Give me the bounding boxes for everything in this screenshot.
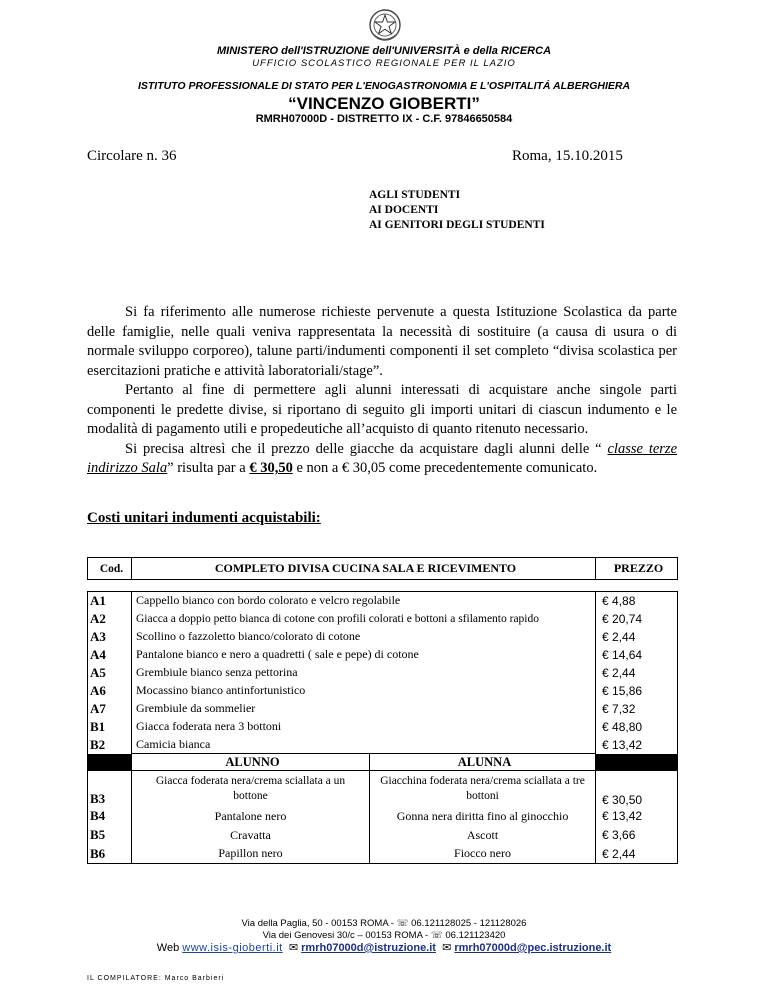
republic-emblem-icon	[368, 8, 402, 44]
paragraph-2: Pertanto al fine di permettere agli alunni interessati di acquistare anche singole parti componenti le predette divise, si riportano di seguito gli importi unitari di ciascun indumento e le modalità di pagamento utili e propedeutiche all’acquisto di quanto ritenuto necessario.	[87, 382, 677, 437]
recipients	[369, 188, 545, 233]
table-row: A4 Pantalone bianco e nero a quadretti ( sale e pepe) di cotone € 14,64	[88, 646, 678, 664]
table-row: B4 Pantalone nero Gonna nera diritta fino al ginocchio € 13,42	[88, 807, 678, 826]
school-name: “VINCENZO GIOBERTI”	[288, 94, 480, 113]
header-description: COMPLETO DIVISA CUCINA SALA E RICEVIMENTO	[132, 558, 596, 580]
footer-address-1: Via della Paglia, 50 - 00153 ROMA - ☏ 06.121128025 - 121128026	[241, 918, 527, 929]
email-link[interactable]: rmrh07000d@istruzione.it	[301, 942, 436, 954]
table-row: B1 Giacca foderata nera 3 bottoni € 48,80	[88, 718, 678, 736]
cost-table	[87, 557, 678, 864]
highlighted-price: € 30,50	[249, 460, 293, 476]
table-row: B3 Giacca foderata nera/crema sciallata a un bottone Giacchina foderata nera/crema sciallata a tre bottoni € 30,50	[88, 771, 678, 807]
table-row: A2 Giacca a doppio petto bianca di cotone con profili colorati e bottoni a sfilamento rapido € 20,74	[88, 610, 678, 628]
table-row: B6 Papillon nero Fiocco nero € 2,44	[88, 845, 678, 864]
header-code: Cod.	[88, 558, 132, 580]
ministry-line: MINISTERO dell'ISTRUZIONE dell'UNIVERSITÀ e della RICERCA	[216, 45, 552, 57]
letter-body	[87, 303, 677, 479]
section-title: Costi unitari indumenti acquistabili:	[87, 510, 321, 526]
pec-email-link[interactable]: rmrh07000d@pec.istruzione.it	[454, 942, 612, 954]
school-codes: RMRH07000D - DISTRETTO IX - C.F. 97846650584	[255, 113, 513, 125]
table-row: B2 Camicia bianca € 13,42	[88, 736, 678, 754]
header-price: PREZZO	[596, 558, 678, 580]
footer-contacts: Web www.isis-gioberti.it ✉ rmrh07000d@istruzione.it ✉ rmrh07000d@pec.istruzione.it	[156, 942, 612, 954]
table-row: A3 Scollino o fazzoletto bianco/colorato di cotone € 2,44	[88, 628, 678, 646]
circular-number: Circolare n. 36	[87, 148, 177, 164]
subheader-male: ALUNNO	[132, 754, 370, 771]
institute-line: ISTITUTO PROFESSIONALE DI STATO PER L'ENOGASTRONOMIA E L'OSPITALITÁ ALBERGHIERA	[137, 80, 631, 92]
table-row: A7 Grembiule da sommelier € 7,32	[88, 700, 678, 718]
table-row: A5 Grembiule bianco senza pettorina € 2,44	[88, 664, 678, 682]
table-row: A1 Cappello bianco con bordo colorato e velcro regolabile € 4,88	[88, 592, 678, 610]
paragraph-1: Si fa riferimento alle numerose richieste pervenute a questa Istituzione Scolastica da parte delle famiglie, nelle quali veniva rappresentata la necessità di sostituire (a causa di usura o di normale sviluppo corporeo), talune parti/indumenti componenti il set completo “divisa scolastica per esercitazioni pratiche e attività laboratoriali/stage”.	[87, 304, 677, 379]
website-link[interactable]: www.isis-gioberti.it	[182, 942, 283, 954]
compiler-note: IL COMPILATORE: Marco Barbieri	[87, 975, 225, 982]
recipient-line: AI DOCENTI	[369, 204, 439, 216]
class-reference: classe terze indirizzo Sala	[87, 440, 678, 476]
subheader-female: ALUNNA	[370, 754, 596, 771]
table-row: B5 Cravatta Ascott € 3,66	[88, 826, 678, 845]
mail-icon: ✉	[439, 942, 455, 954]
gender-subheader-row	[88, 754, 678, 771]
paragraph-3: Si precisa altresì che il prezzo delle giacche da acquistare dagli alunni delle “ classe terze indirizzo Sala” risulta par a € 30,50 e non a € 30,05 come precedentemente comunicato.	[87, 440, 678, 476]
recipient-line: AI GENITORI DEGLI STUDENTI	[369, 219, 545, 231]
recipient-line: AGLI STUDENTI	[369, 189, 461, 201]
footer-address-2: Via dei Genovesi 30/c – 00153 ROMA - ☏ 06.121123420	[262, 930, 506, 941]
mail-icon: ✉	[285, 942, 302, 954]
office-line: UFFICIO SCOLASTICO REGIONALE PER IL LAZIO	[252, 58, 516, 69]
table-row: A6 Mocassino bianco antinfortunistico € 15,86	[88, 682, 678, 700]
table-header-row	[88, 558, 678, 580]
place-date: Roma, 15.10.2015	[512, 148, 623, 164]
